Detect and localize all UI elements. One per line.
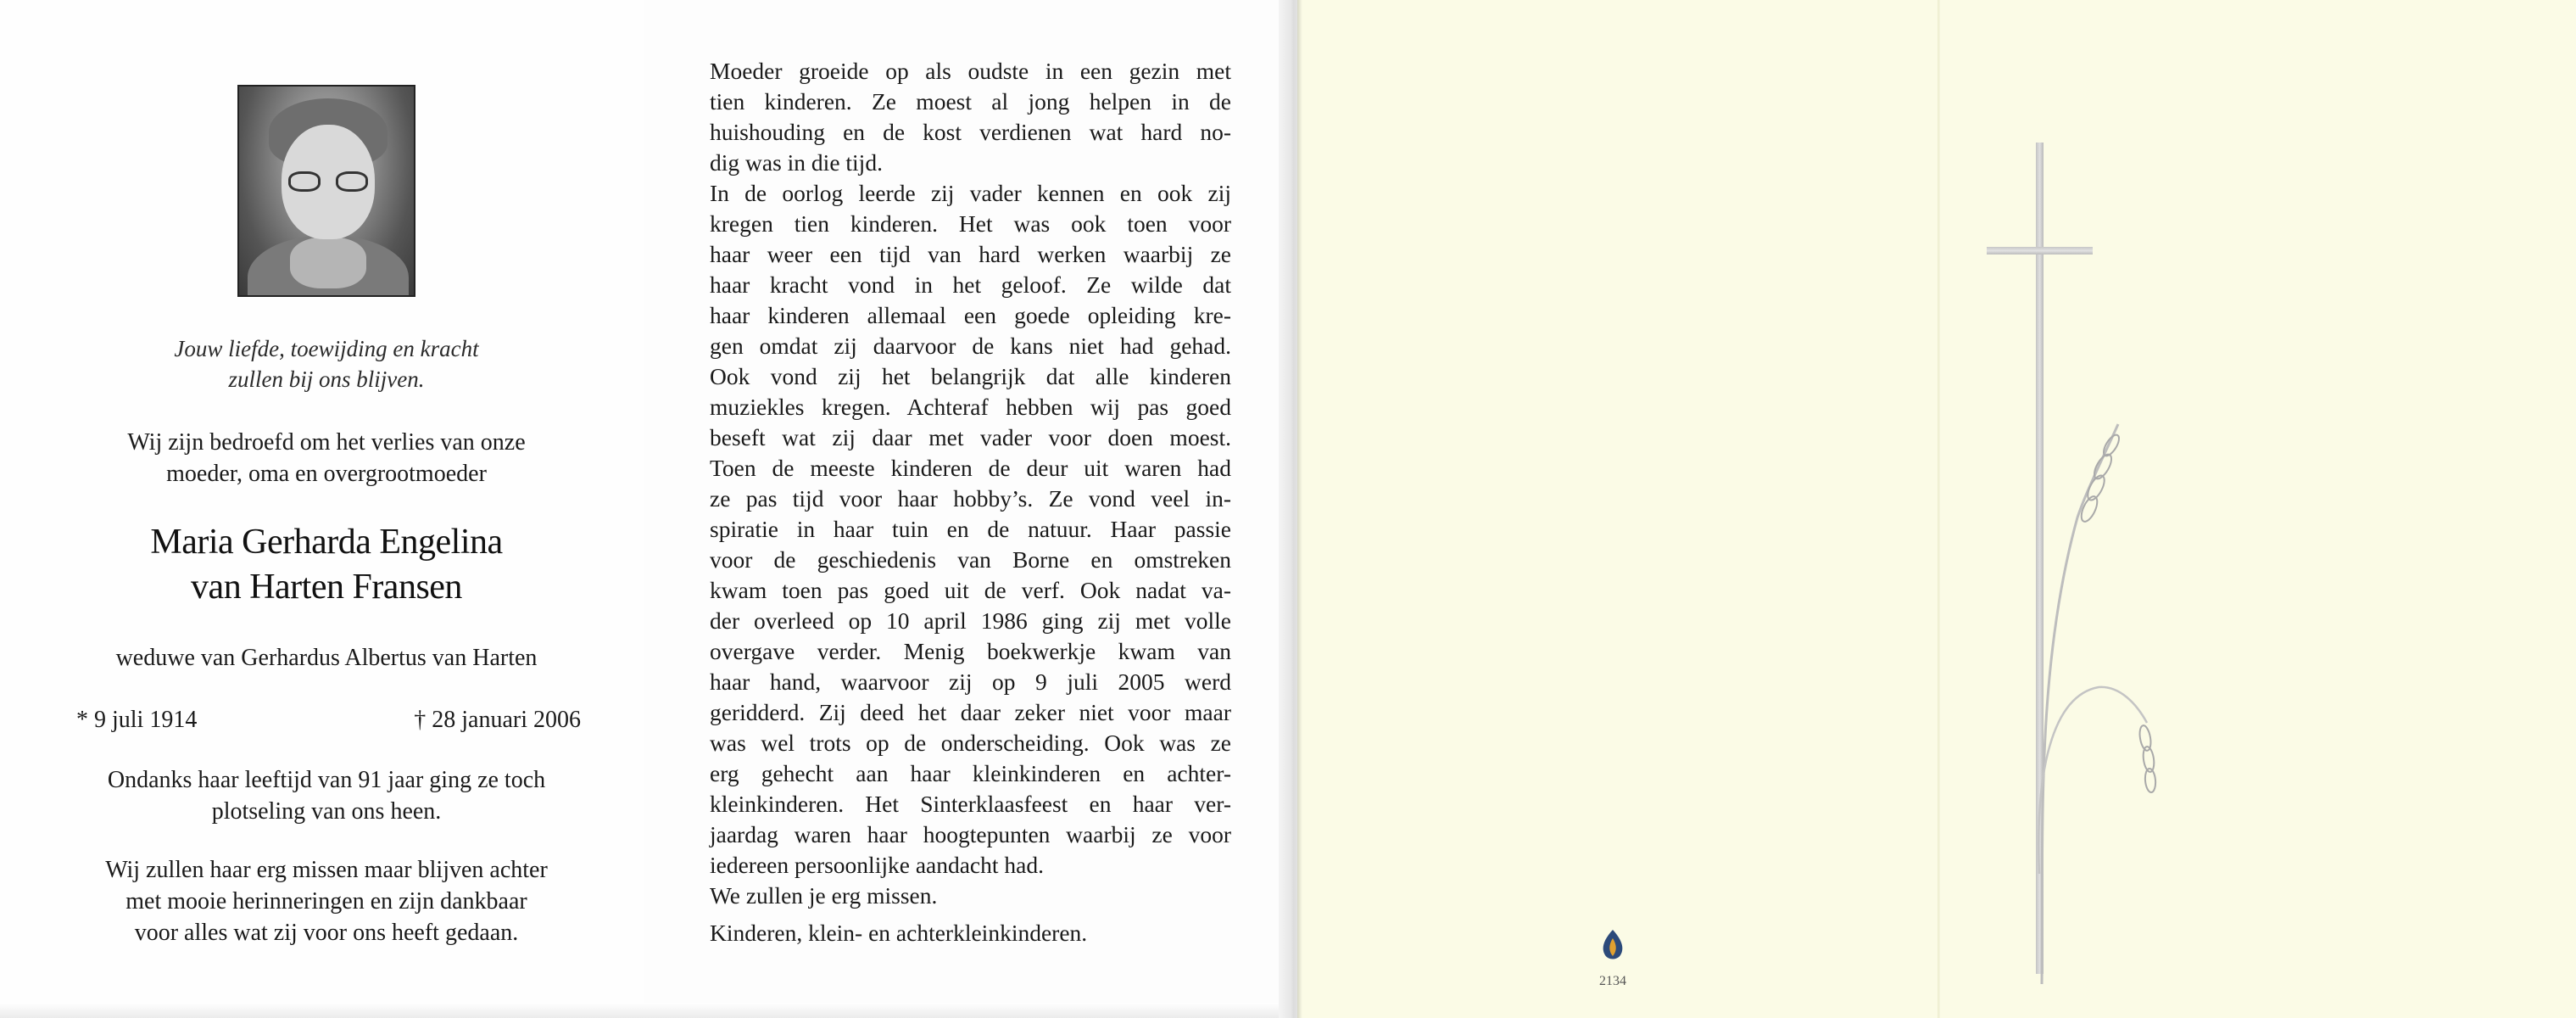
signature: Kinderen, klein- en achterkleinkinderen. (710, 920, 1088, 946)
story-line: spiratie in haar tuin en de natuur. Haar passie (710, 516, 1231, 542)
passing-text (34, 764, 619, 827)
story-line: beseft wat zij daar met vader voor doen moest. (710, 424, 1231, 450)
story-line: haar hand, waarvoor zij op 9 juli 2005 werd (710, 668, 1231, 695)
story-line: ze pas tijd voor haar hobby’s. Ze vond veel in- (710, 485, 1231, 512)
story-line: overgave verder. Menig boekwerkje kwam van (710, 638, 1231, 664)
closing-line: voor alles wat zij voor ons heeft gedaan. (134, 920, 519, 946)
story-line: dig was in die tijd. (710, 149, 883, 176)
passing-line: plotseling van ons heen. (211, 798, 442, 825)
death-date: † 28 januari 2006 (414, 707, 581, 733)
story-line: kregen tien kinderen. Het was ook toen voor (710, 210, 1231, 237)
wheat-stalk-icon (2018, 416, 2171, 993)
story-line: Toen de meeste kinderen de deur uit waren had (710, 455, 1231, 481)
closing-line: Wij zullen haar erg missen maar blijven achter (105, 857, 548, 883)
story-line: iedereen persoonlijke aandacht had. (710, 852, 1044, 878)
story-line: In de oorlog leerde zij vader kennen en ook zij (710, 180, 1231, 206)
story-line: haar weer een tijd van hard werken waarbij ze (710, 241, 1231, 267)
story-line: haar kinderen allemaal een goede opleiding kre- (710, 302, 1231, 328)
announcement-line: Wij zijn bedroefd om het verlies van onze (127, 429, 526, 456)
birth-date: * 9 juli 1914 (76, 707, 198, 733)
motto-line: zullen bij ons blijven. (228, 366, 425, 392)
story-line: gen omdat zij daarvoor de kans niet had gehad. (710, 333, 1231, 359)
story-line: jaardag waren haar hoogtepunten waarbij ze voor (710, 821, 1231, 847)
cross-bar (1987, 247, 2093, 255)
closing-text (34, 854, 619, 948)
closing-line: met mooie herinneringen en zijn dankbaar (125, 888, 527, 915)
back-panel (1297, 0, 2576, 1018)
announcement-line: moeder, oma en overgrootmoeder (166, 461, 487, 487)
deceased-name (34, 520, 619, 610)
story-line: huishouding en de kost verdienen wat hard no- (710, 119, 1231, 145)
story-line: kwam toen pas goed uit de verf. Ook nadat va- (710, 577, 1231, 603)
story-line: geridderd. Zij deed het daar zeker niet voor maar (710, 699, 1231, 725)
name-line: Maria Gerharda Engelina (150, 523, 503, 562)
story-text (710, 56, 1231, 911)
story-line: voor de geschiedenis van Borne en omstreken (710, 546, 1231, 573)
announcement (34, 427, 619, 489)
life-story (710, 56, 1231, 948)
motto (34, 333, 619, 394)
story-line: kleinkinderen. Het Sinterklaasfeest en haar ver- (710, 791, 1231, 817)
story-line: haar kracht vond in het geloof. Ze wilde dat (710, 271, 1231, 298)
story-line: erg gehecht aan haar kleinkinderen en achter- (710, 760, 1231, 786)
story-line: muziekles kregen. Achteraf hebben wij pas goed (710, 394, 1231, 420)
passing-line: Ondanks haar leeftijd van 91 jaar ging ze toch (107, 767, 546, 793)
widow-of: weduwe van Gerhardus Albertus van Harten (115, 645, 538, 671)
story-line: was wel trots op de onderscheiding. Ook was ze (710, 730, 1231, 756)
portrait-photo (237, 85, 415, 297)
story-line: Ook vond zij het belangrijk dat alle kinderen (710, 363, 1231, 389)
story-line: der overleed op 10 april 1986 ging zij met volle (710, 607, 1231, 634)
motto-line: Jouw liefde, toewijding en kracht (174, 336, 479, 361)
name-line: van Harten Fransen (191, 568, 462, 607)
printer-code: 2134 (1599, 974, 1626, 988)
front-panel (0, 0, 644, 1018)
story-line: We zullen je erg missen. (710, 882, 938, 909)
story-line: Moeder groeide op als oudste in een gezin met (710, 58, 1231, 84)
back-fold-line (1938, 0, 1940, 1018)
story-line: tien kinderen. Ze moest al jong helpen in de (710, 88, 1231, 115)
printer-logo-icon (1598, 928, 1627, 962)
